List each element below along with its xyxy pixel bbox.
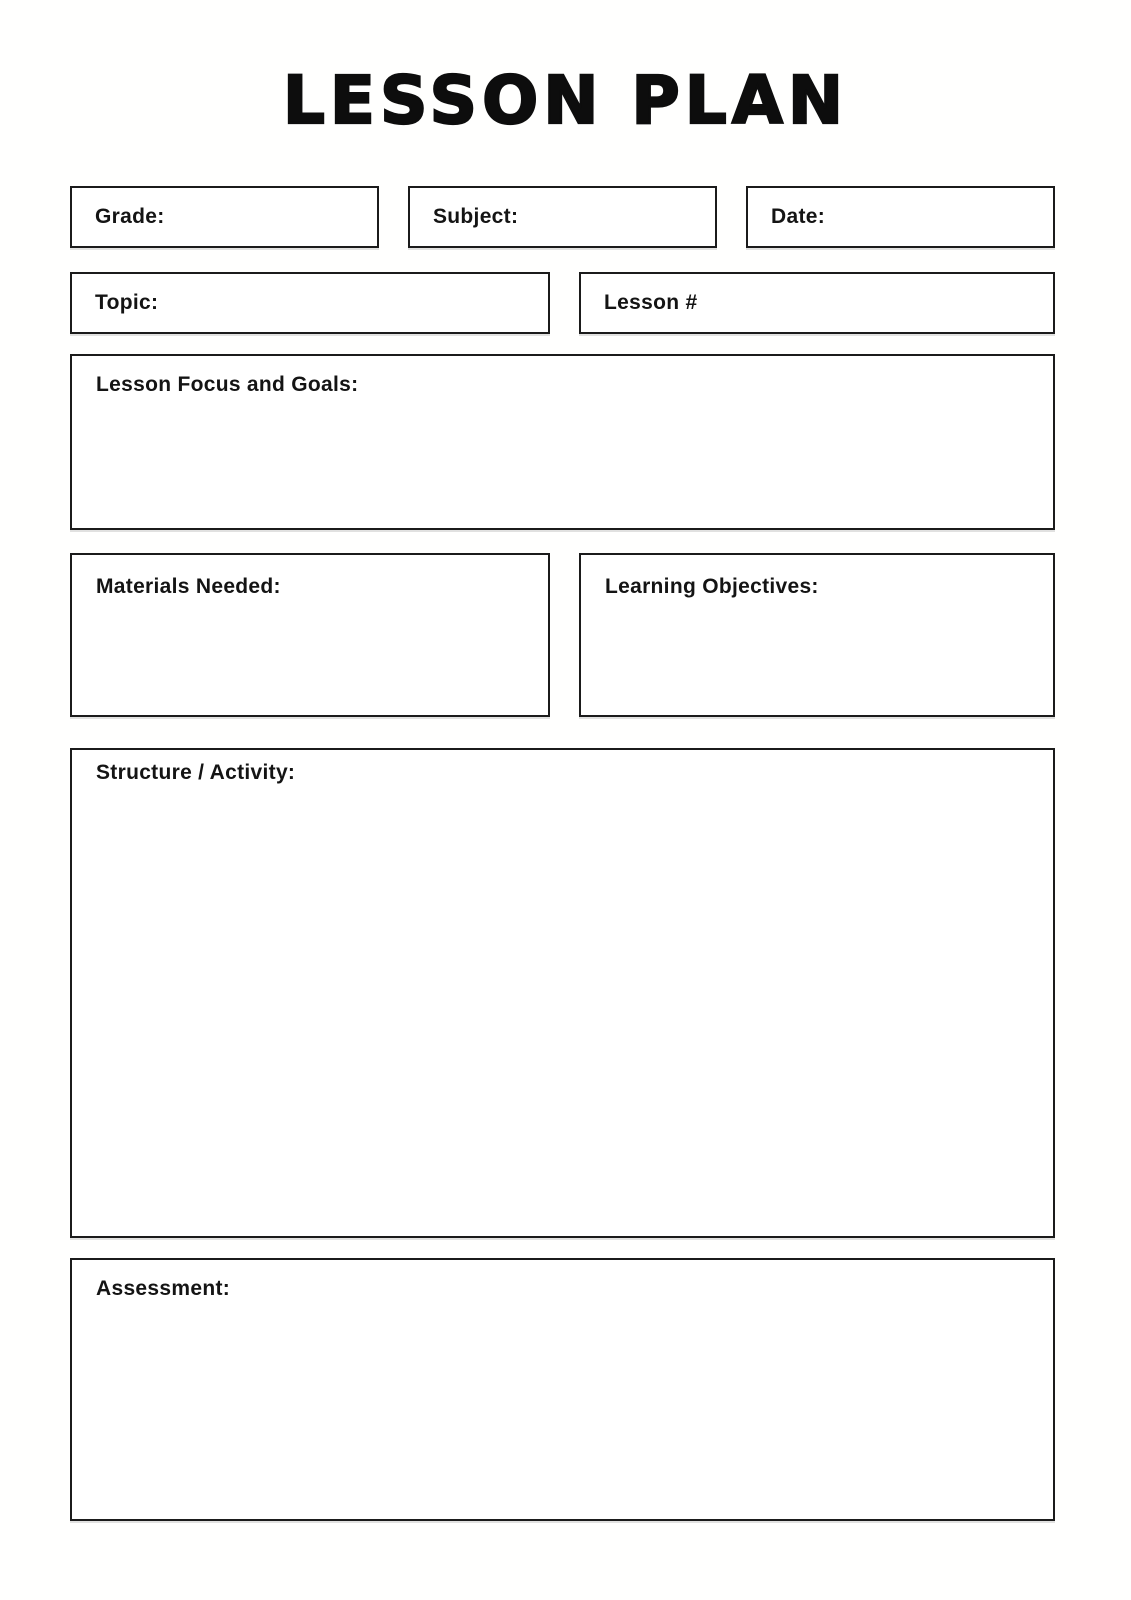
materials-objectives-row (70, 553, 1055, 717)
topic-label: Topic: (95, 291, 159, 314)
assessment-label: Assessment: (96, 1277, 231, 1300)
materials-needed-label: Materials Needed: (96, 575, 281, 598)
learning-objectives-field[interactable] (579, 553, 1055, 717)
info-row-second (70, 272, 1055, 334)
lesson-number-field[interactable] (579, 272, 1055, 334)
structure-activity-field[interactable] (70, 748, 1055, 1238)
date-label: Date: (771, 205, 826, 228)
info-row-top (70, 186, 1055, 248)
lesson-number-label: Lesson # (604, 291, 698, 314)
lesson-focus-goals-label: Lesson Focus and Goals: (96, 373, 359, 396)
lesson-focus-goals-field[interactable] (70, 354, 1055, 530)
structure-activity-label: Structure / Activity: (96, 761, 296, 784)
grade-label: Grade: (95, 205, 165, 228)
subject-field[interactable] (408, 186, 717, 248)
assessment-field[interactable] (70, 1258, 1055, 1521)
learning-objectives-label: Learning Objectives: (605, 575, 819, 598)
topic-field[interactable] (70, 272, 550, 334)
subject-label: Subject: (433, 205, 519, 228)
date-field[interactable] (746, 186, 1055, 248)
materials-needed-field[interactable] (70, 553, 550, 717)
grade-field[interactable] (70, 186, 379, 248)
page-title: LESSON PLAN (282, 62, 849, 139)
